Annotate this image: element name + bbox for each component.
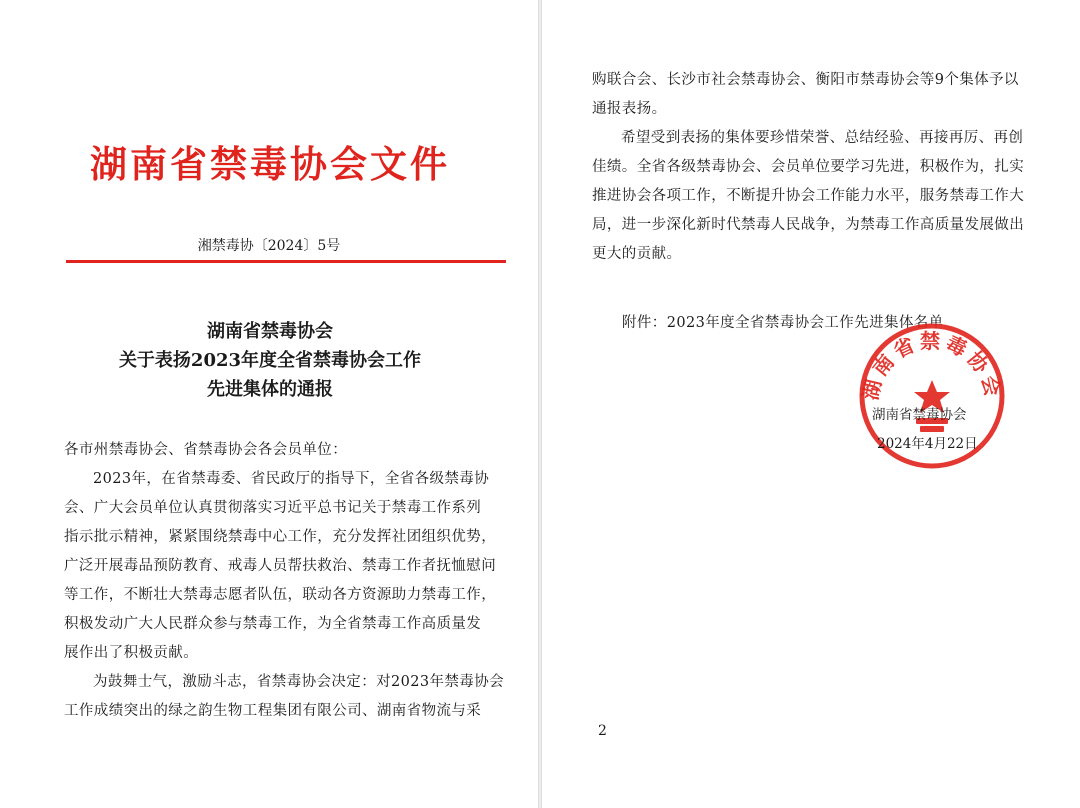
body-line: 局，进一步深化新时代禁毒人民战争，为禁毒工作高质量发展做出: [592, 217, 1025, 233]
body-line: 等工作，不断壮大禁毒志愿者队伍，联动各方资源助力禁毒工作，: [64, 587, 497, 603]
body-line: 指示批示精神，紧紧围绕禁毒中心工作，充分发挥社团组织优势，: [64, 529, 497, 545]
page-number: 2: [598, 723, 607, 739]
red-divider-line: [66, 260, 506, 263]
heading-line-2: 关于表扬2023年度全省禁毒协会工作: [118, 350, 422, 371]
body-line: 更大的贡献。: [592, 246, 682, 262]
document-red-title: 湖南省禁毒协会文件: [90, 142, 450, 186]
body-line: 工作成绩突出的绿之韵生物工程集团有限公司、湖南省物流与采: [64, 703, 482, 719]
body-line: 积极发动广大人民群众参与禁毒工作，为全省禁毒工作高质量发: [64, 616, 482, 632]
attachment-note: 附件：2023年度全省禁毒协会工作先进集体名单: [622, 315, 944, 331]
seal-text: 湖南省禁毒协会: [858, 329, 1006, 403]
body-line: 希望受到表扬的集体要珍惜荣誉、总结经验、再接再厉、再创: [621, 130, 1024, 146]
body-line: 购联合会、长沙市社会禁毒协会、衡阳市禁毒协会等9个集体予以: [592, 72, 1019, 88]
right-body-text: [592, 66, 1038, 269]
notice-heading: [80, 317, 460, 404]
body-line: 广泛开展毒品预防教育、戒毒人员帮扶救治、禁毒工作者抚恤慰问: [64, 558, 497, 574]
salutation: 各市州禁毒协会、省禁毒协会各会员单位：: [64, 442, 348, 458]
body-line: 2023年，在省禁毒委、省民政厅的指导下，全省各级禁毒协: [93, 471, 490, 487]
body-line: 会、广大会员单位认真贯彻落实习近平总书记关于禁毒工作系列: [64, 500, 482, 516]
issue-date: 2024年4月22日: [877, 436, 978, 452]
heading-line-1: 湖南省禁毒协会: [207, 321, 333, 342]
body-line: 展作出了积极贡献。: [64, 645, 199, 661]
document-number: 湘禁毒协〔2024〕5号: [197, 238, 341, 254]
body-line: 佳绩。全省各级禁毒协会、会员单位要学习先进，积极作为，扎实: [592, 159, 1025, 175]
body-line: 为鼓舞士气，激励斗志，省禁毒协会决定：对2023年禁毒协会: [93, 674, 504, 690]
left-page: [0, 0, 538, 808]
left-body-text: [64, 436, 510, 726]
heading-line-3: 先进集体的通报: [207, 379, 333, 400]
body-line: 推进协会各项工作，不断提升协会工作能力水平，服务禁毒工作大: [592, 188, 1025, 204]
signer-name: 湖南省禁毒协会: [872, 407, 967, 423]
body-line: 通报表扬。: [592, 101, 667, 117]
